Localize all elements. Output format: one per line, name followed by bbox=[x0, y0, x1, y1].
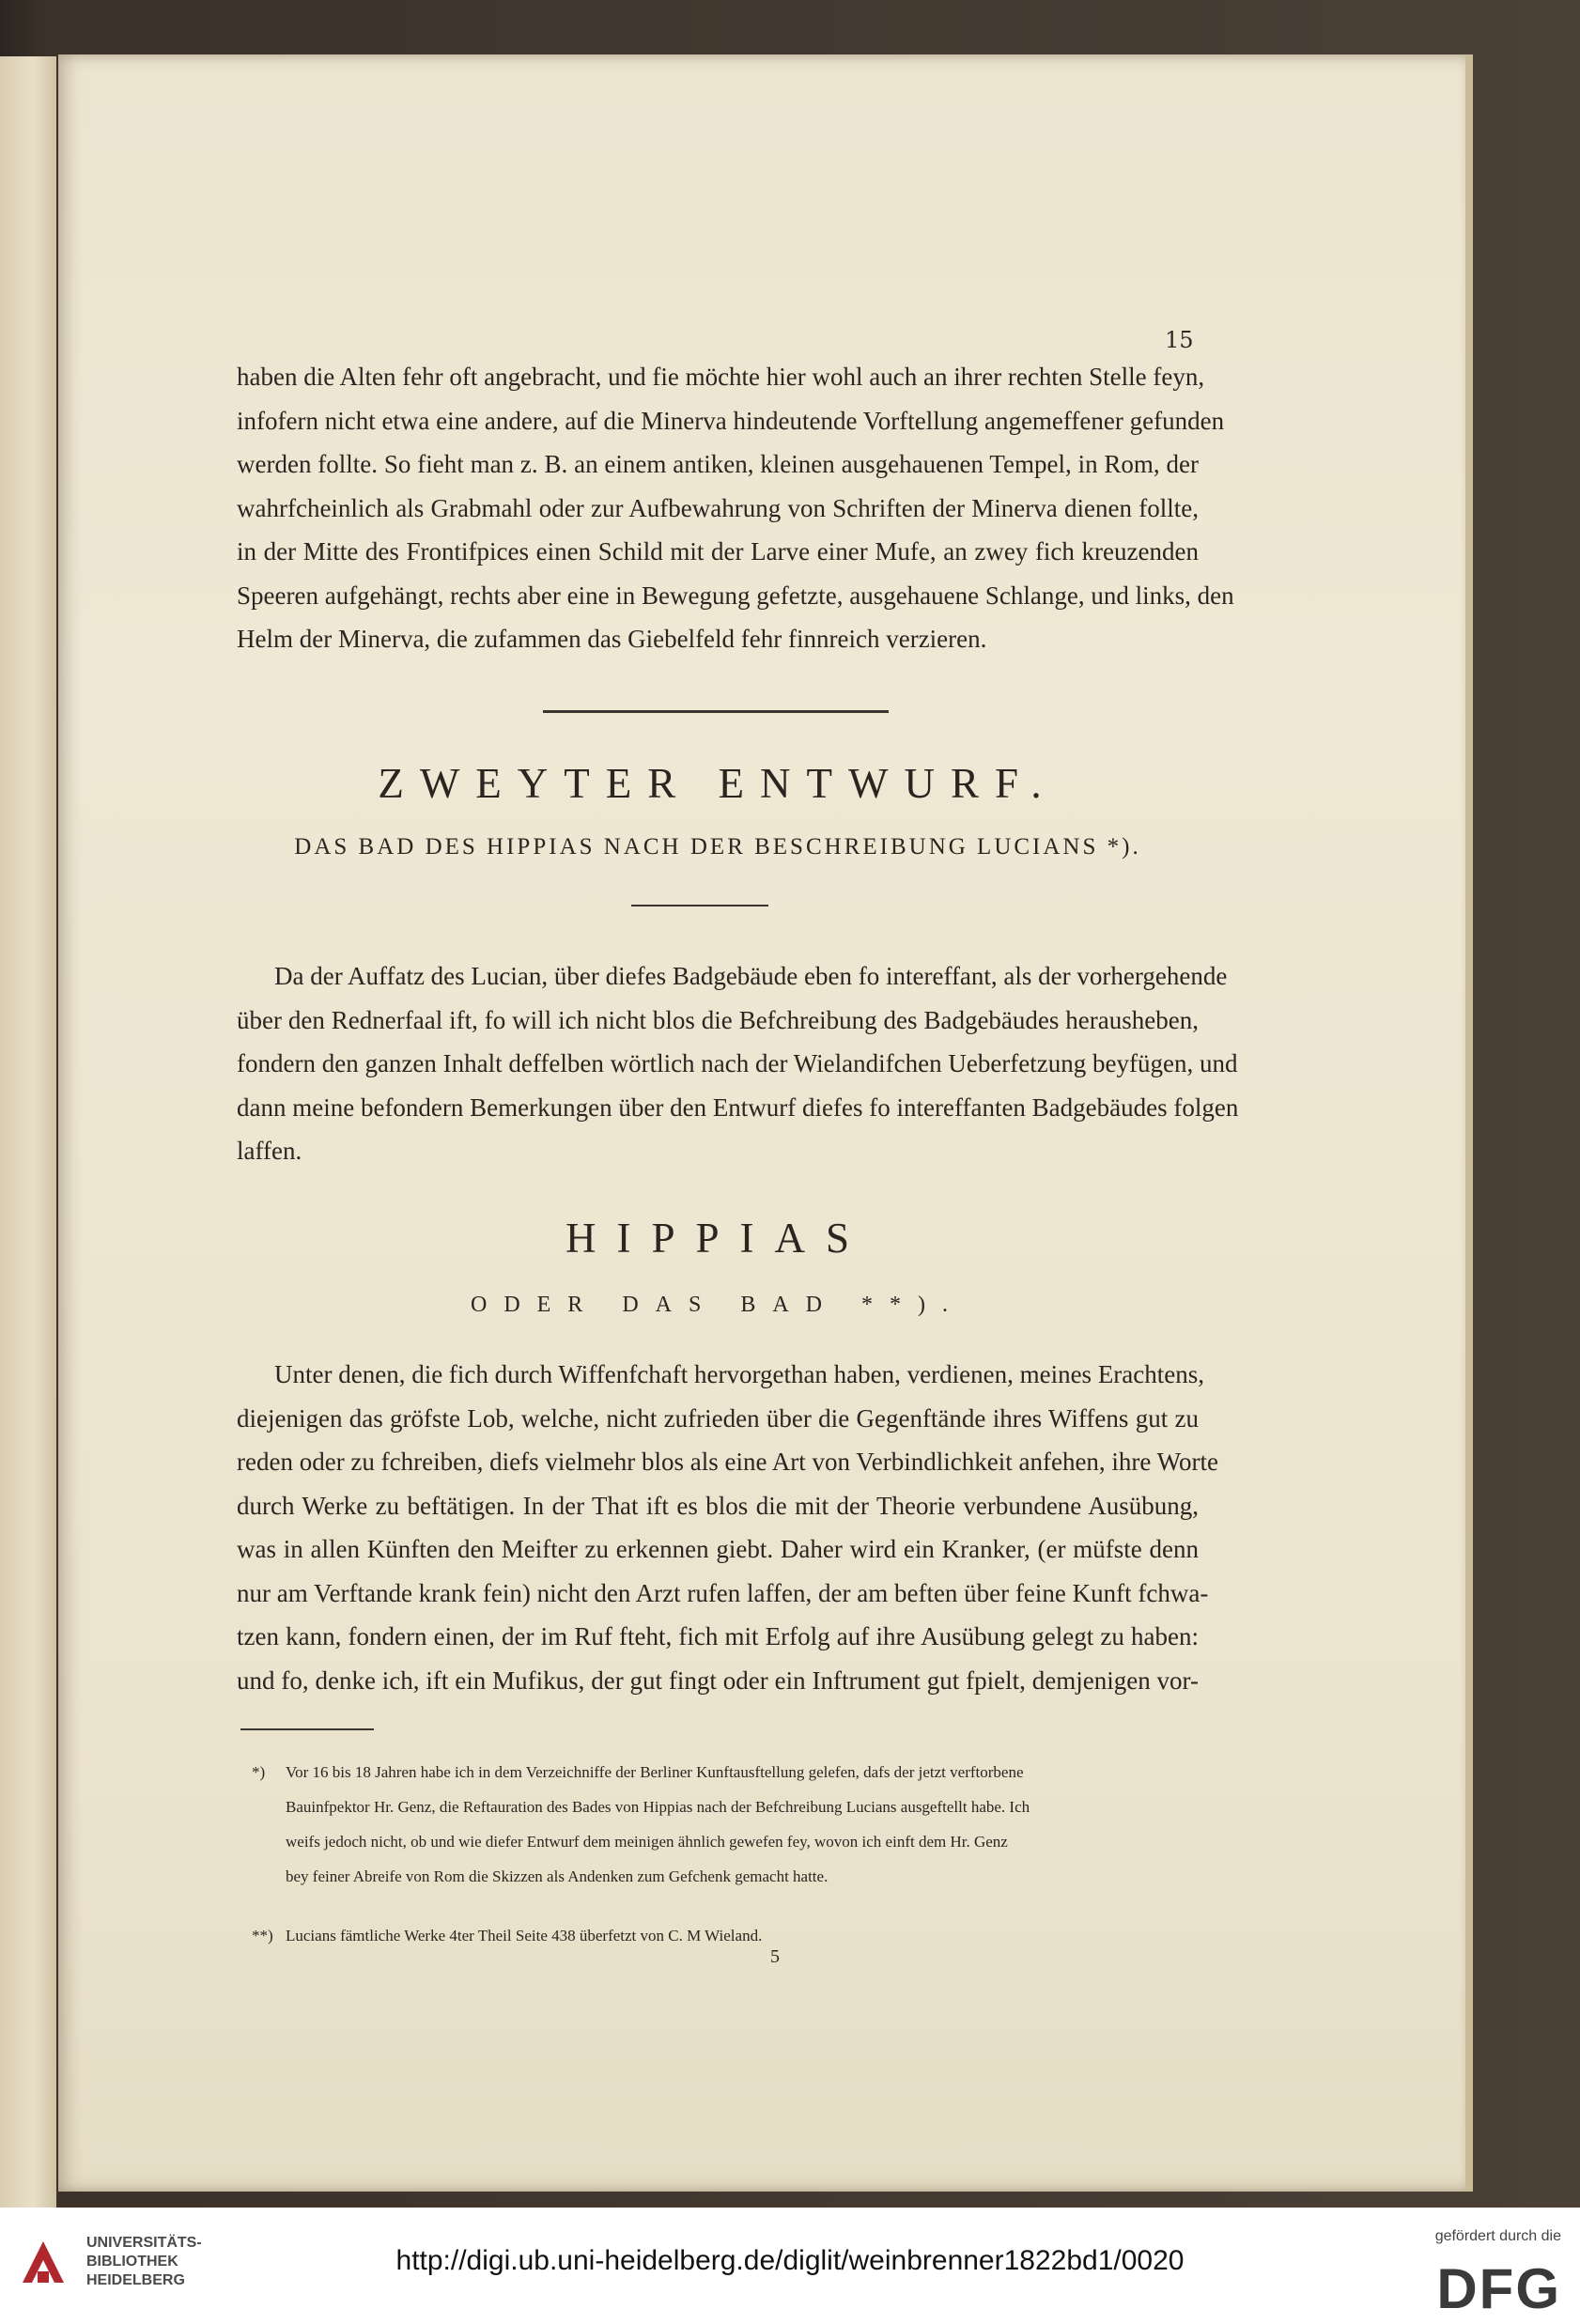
heading-bad-des-hippias: DAS BAD DES HIPPIAS NACH DER BESCHREIBUNG LUCIANS *). bbox=[294, 834, 1141, 860]
text-line: Unter denen, die fich durch Wiffenfchaft hervorgethan haben, verdienen, meines Erachtens, bbox=[274, 1360, 1205, 1388]
text-line: reden oder zu fchreiben, diefs vielmehr blos als eine Art von Verbindlichkeit anfehen, ihre Worte bbox=[237, 1448, 1218, 1476]
heading-hippias: HIPPIAS bbox=[565, 1215, 871, 1262]
library-name-line: UNIVERSITÄTS- bbox=[86, 2235, 202, 2251]
text-line: werden follte. So fieht man z. B. an einem antiken, kleinen ausgehauenen Tempel, in Rom, der bbox=[237, 450, 1199, 478]
heading-oder-das-bad: ODER DAS BAD **). bbox=[470, 1293, 965, 1317]
text-line: Da der Auffatz des Lucian, über diefes Badgebäude eben fo intereffant, als der vorhergehende bbox=[274, 962, 1228, 990]
library-name-line: HEIDELBERG bbox=[86, 2272, 185, 2288]
signature-mark: 5 bbox=[770, 1946, 780, 1967]
footnote-marker: **) bbox=[252, 1927, 273, 1944]
text-line: was in allen Künften den Meifter zu erkennen giebt. Daher wird ein Kranker, (er müfste denn bbox=[237, 1535, 1199, 1563]
footnote-text: Lucians fämtliche Werke 4ter Theil Seite 438 überfetzt von C. M Wieland. bbox=[286, 1927, 763, 1944]
dfg-logo: DFG bbox=[1436, 2257, 1561, 2320]
footnote-1 bbox=[252, 1755, 1200, 1894]
paragraph-3 bbox=[237, 1353, 1218, 1702]
text-line: nur am Verftande krank fein) nicht den Arzt rufen laffen, der am beften über feine Kunft fchwa- bbox=[237, 1578, 1209, 1607]
left-page-edge bbox=[0, 56, 56, 2208]
footnote-line bbox=[252, 1918, 1200, 1953]
funding-label: gefördert durch die bbox=[1434, 2228, 1561, 2244]
text-line: dann meine befondern Bemerkungen über den Entwurf diefes fo intereffanten Badgebäudes folgen bbox=[237, 1092, 1239, 1122]
section-rule-long bbox=[543, 710, 889, 713]
footnote-text: Vor 16 bis 18 Jahren habe ich in dem Verzeichniffe der Berliner Kunftausftellung gelefen, dafs der jetzt verftorbene bbox=[286, 1763, 1024, 1781]
paragraph-2 bbox=[237, 954, 1239, 1173]
text-line: laffen. bbox=[237, 1137, 302, 1165]
library-name-line: BIBLIOTHEK bbox=[86, 2254, 178, 2270]
text-line: über den Rednerfaal ift, fo will ich nicht blos die Befchreibung des Badgebäudes herausheben, bbox=[237, 1005, 1199, 1034]
text-line: wahrfcheinlich als Grabmahl oder zur Aufbewahrung von Schriften der Minerva dienen follte, bbox=[237, 493, 1199, 522]
footnote-line: weifs jedoch nicht, ob und wie diefer Entwurf dem meinigen ähnlich gewefen fey, wovon ich einft dem Hr. Genz bbox=[286, 1833, 1008, 1851]
page-right-edge bbox=[1465, 54, 1473, 2192]
paragraph-1 bbox=[237, 355, 1234, 661]
text-line: durch Werke zu beftätigen. In der That ift es blos die mit der Theorie verbundene Ausübung, bbox=[237, 1491, 1199, 1520]
text-line: infofern nicht etwa eine andere, auf die Minerva hindeutende Vorftellung angemeffener gefunden bbox=[237, 406, 1225, 435]
permalink-url[interactable]: http://digi.ub.uni-heidelberg.de/diglit/weinbrenner1822bd1/0020 bbox=[395, 2245, 1185, 2276]
text-line: und fo, denke ich, ift ein Mufikus, der gut fingt oder ein Inftrument gut fpielt, demjenigen vor- bbox=[237, 1666, 1199, 1695]
footnote-2 bbox=[252, 1918, 1200, 1953]
page-number: 15 bbox=[1165, 327, 1194, 353]
heading-zweyter-entwurf: ZWEYTER ENTWURF. bbox=[378, 760, 1058, 807]
footnote-line: Bauinfpektor Hr. Genz, die Reftauration des Bades von Hippias nach der Befchreibung Lucians ausgeftellt habe. Ich bbox=[286, 1798, 1030, 1816]
footnote-marker: *) bbox=[252, 1763, 266, 1781]
footnote-line: bey feiner Abreife von Rom die Skizzen als Andenken zum Gefchenk gemacht hatte. bbox=[286, 1867, 829, 1885]
section-rule-short bbox=[631, 905, 768, 906]
text-line: in der Mitte des Frontifpices einen Schild mit der Larve einer Mufe, an zwey fich kreuzenden bbox=[237, 537, 1199, 566]
text-line: fondern den ganzen Inhalt deffelben wörtlich nach der Wielandifchen Ueberfetzung beyfügen, und bbox=[237, 1049, 1238, 1077]
text-line: Speeren aufgehängt, rechts aber eine in Bewegung gefetzte, ausgehauene Schlange, und links, den bbox=[237, 581, 1234, 610]
text-line: diejenigen das gröfste Lob, welche, nicht zufrieden über die Gegenftände ihres Wiffens gut zu bbox=[237, 1403, 1199, 1433]
footnote-rule bbox=[240, 1728, 374, 1730]
text-line: haben die Alten fehr oft angebracht, und fie möchte hier wohl auch an ihrer rechten Stelle feyn, bbox=[237, 363, 1205, 391]
text-line: tzen kann, fondern einen, der im Ruf fteht, fich mit Erfolg auf ihre Ausübung gelegt zu haben: bbox=[237, 1622, 1199, 1650]
text-line: Helm der Minerva, die zufammen das Giebelfeld fehr finnreich verzieren. bbox=[237, 625, 987, 653]
footnote-line bbox=[252, 1755, 1200, 1789]
